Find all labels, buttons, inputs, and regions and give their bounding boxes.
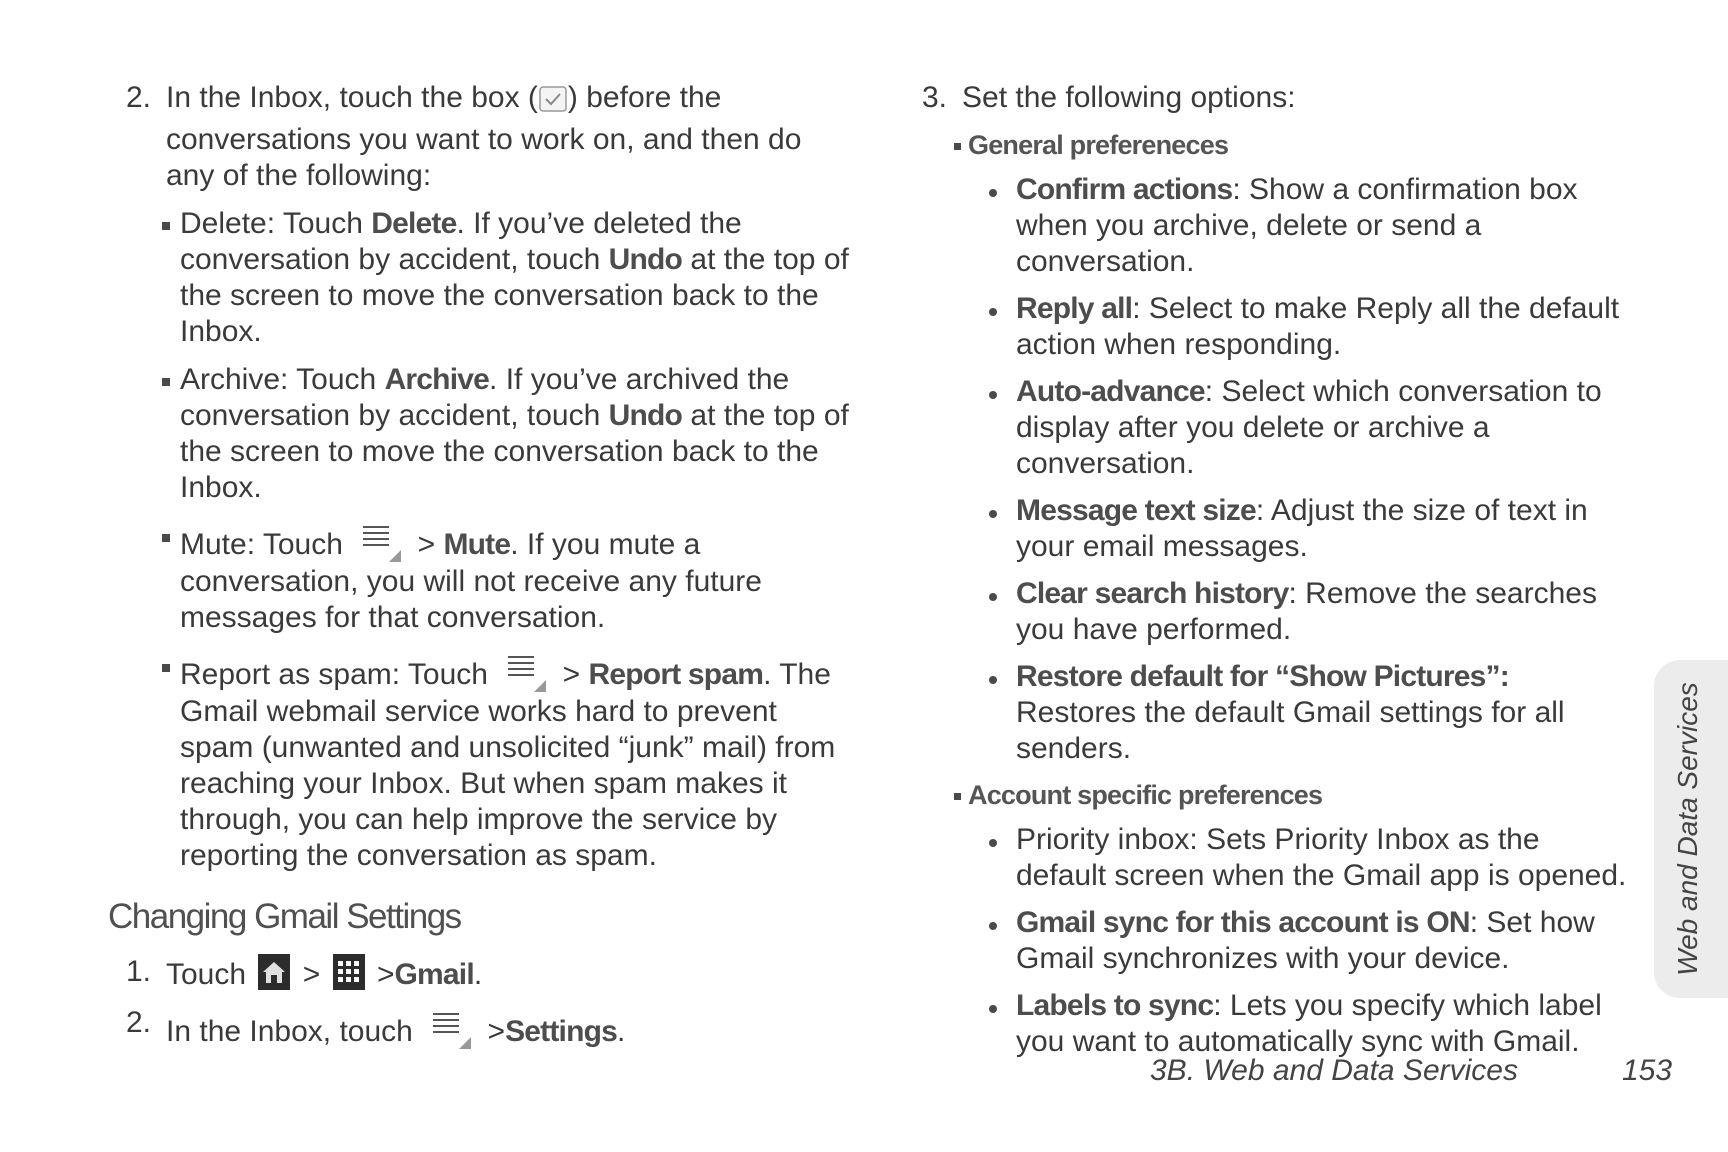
list-item-archive: Archive: Touch Archive. If you’ve archived the conversation by accident, touch Undo at the top of the screen to move the conversation back to the Inbox. [118,362,853,506]
section-heading: Changing Gmail Settings [108,897,461,936]
step-2-inbox: 2. In the Inbox, touch the box ( ) before the conversations you want to work on, and then do any of the following: [126,81,802,192]
list-item: Message text size: Adjust the size of text in your email messages. [914,493,1634,565]
settings-step-2: 2. In the Inbox, touch >Settings. [118,1005,853,1051]
menu-icon [357,518,403,564]
right-column [914,80,1634,1071]
list-item: Labels to sync: Lets you specify which label you want to automatically sync with Gmail. [914,988,1634,1060]
left-column [108,80,853,1063]
list-item: Confirm actions: Show a confirmation box when you archive, delete or send a conversation. [914,172,1634,280]
account-preferences-heading: Account specific preferences [914,778,1634,812]
home-icon [258,954,290,990]
list-item: Reply all: Select to make Reply all the default action when responding. [914,291,1634,363]
menu-icon [427,1005,473,1051]
list-item: Auto-advance: Select which conversation to display after you delete or archive a conversation. [914,374,1634,482]
step-3-options: 3. Set the following options: [922,81,1296,114]
checkbox-icon [538,85,568,122]
list-item-report-spam: Report as spam: Touch > Report spam. The Gmail webmail service works hard to prevent spam (unwanted and unsolicited “junk” mail) from reaching your Inbox. But when spam makes it through, you can help improve the service by reporting the conversation as spam. [118,648,853,874]
step-number: 3. [922,81,948,114]
step-number: 1. [126,955,152,988]
list-item: Priority inbox: Sets Priority Inbox as the default screen when the Gmail app is opened. [914,822,1634,894]
list-item: Restore default for “Show Pictures”: Restores the default Gmail settings for all senders. [914,659,1634,767]
list-item: Gmail sync for this account is ON: Set how Gmail synchronizes with your device. [914,905,1634,977]
apps-grid-icon [333,954,365,990]
step-number: 2. [126,1006,152,1039]
step-number: 2. [126,81,152,114]
list-item-delete: Delete: Touch Delete. If you’ve deleted the conversation by accident, touch Undo at the top of the screen to move the conversation back to the Inbox. [118,206,853,350]
menu-icon [502,648,548,694]
general-preferences-heading: General prefereneces [914,128,1634,162]
chapter-tab-label: Web and Data Services [1672,682,1703,976]
list-item: Clear search history: Remove the searches you have performed. [914,576,1634,648]
page-number: 153 [1622,1054,1673,1087]
settings-step-1: 1. Touch > >Gmail. [126,955,483,991]
list-item-mute: Mute: Touch > Mute. If you mute a conversation, you will not receive any future messages for that conversation. [118,518,853,636]
footer-section-title: 3B. Web and Data Services [1150,1054,1518,1087]
